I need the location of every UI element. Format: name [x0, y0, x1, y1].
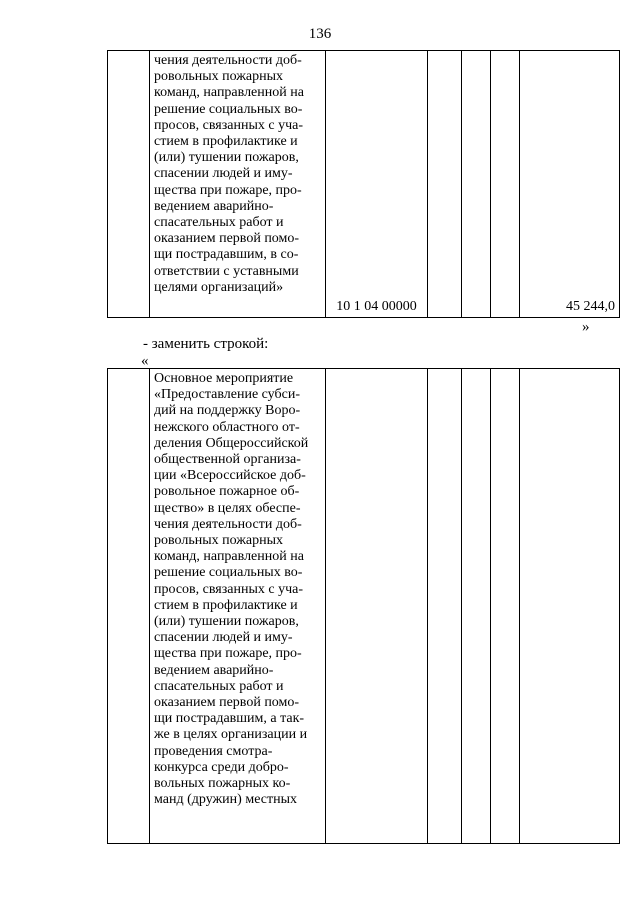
empty-cell: [428, 369, 462, 844]
budget-table-original-row: [107, 50, 620, 318]
empty-cell: [428, 51, 462, 318]
opening-quote: «: [141, 353, 149, 369]
empty-cell: [491, 51, 520, 318]
empty-cell: [108, 51, 150, 318]
empty-cell: [491, 369, 520, 844]
page-number: 136: [308, 26, 332, 42]
description-cell: Основное мероприятие «Предоставление субси- дий на поддержку Воро- нежского областного от- деления Общероссийской общественной организа- ции «Всероссийское доб- ровольное пожарное об- щество» в целях обеспе- чения деятельности доб- ровольных пожарных команд, направленной на решение социальных во- просов, связанных с уча- стием в профилактике и (или) тушении пожаров, спасении людей и иму- щества при пожаре, про- ведением аварийно- спасательных работ и оказанием первой помо- щи пострадавшим, а так- же в целях организации и проведения смотра- конкурса среди добро- вольных пожарных ко- манд (дружин) местных: [150, 369, 326, 844]
table-row: [108, 51, 620, 318]
description-cell: чения деятельности доб- ровольных пожарных команд, направленной на решение социальных во- просов, связанных с уча- стием в профилактике и (или) тушении пожаров, спасении людей и иму- щества при пожаре, про- ведением аварийно- спасательных работ и оказанием первой помо- щи пострадавшим, в со- ответствии с уставными целями организаций»: [150, 51, 326, 318]
replacement-instruction: - заменить строкой:: [143, 336, 269, 352]
empty-cell: [462, 369, 491, 844]
empty-cell: [520, 369, 620, 844]
empty-cell: [462, 51, 491, 318]
budget-table-replacement-row: [107, 368, 620, 844]
closing-quote: »: [582, 319, 590, 335]
empty-cell: [326, 369, 428, 844]
empty-cell: [108, 369, 150, 844]
code-cell: 10 1 04 00000: [326, 51, 428, 318]
table-row: [108, 369, 620, 844]
amount-cell: 45 244,0: [520, 51, 620, 318]
